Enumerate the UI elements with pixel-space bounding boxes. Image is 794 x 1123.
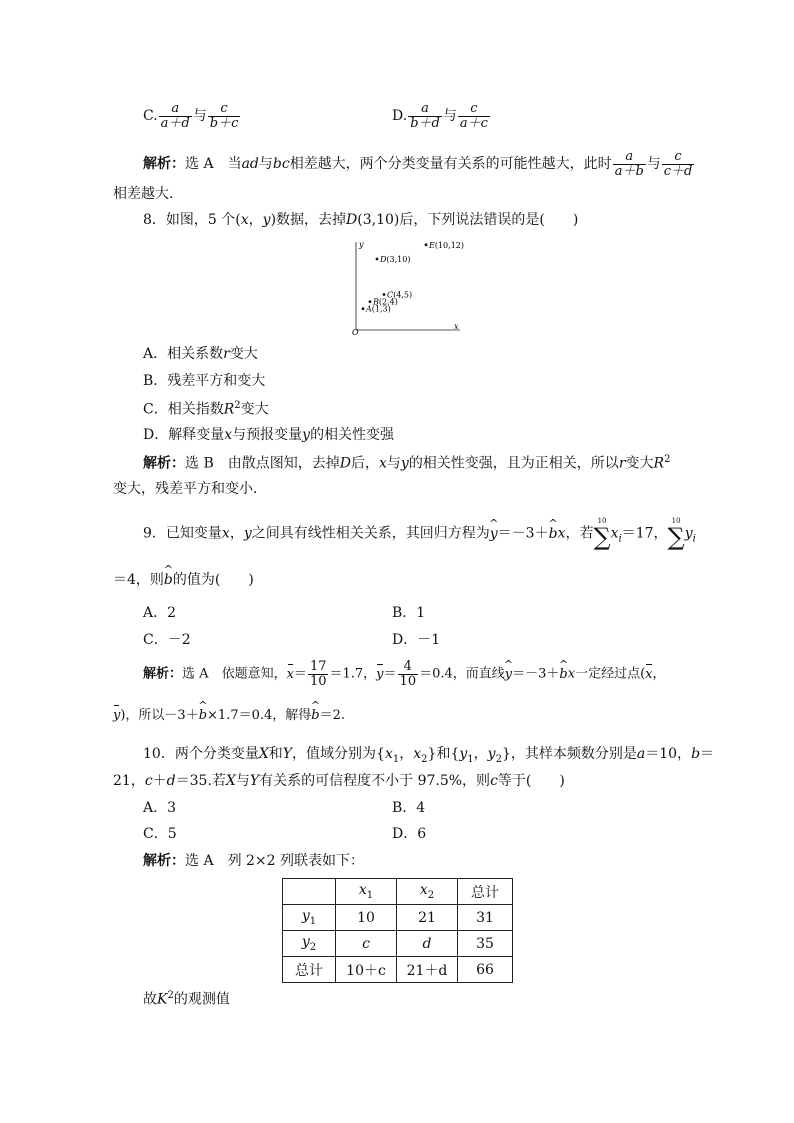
fraction <box>408 102 442 130</box>
text: 有关系的可信程度不小于 97.5%，则 <box>259 773 491 789</box>
q10-option-b: B．4 <box>392 800 426 816</box>
text: ， <box>248 212 263 228</box>
text: 21， <box>113 773 145 789</box>
q10-after-table <box>143 990 230 1008</box>
variable-hat: ^ y <box>490 526 498 543</box>
variable: x <box>384 746 393 762</box>
text: ＝－3＋ <box>512 666 560 682</box>
contingency-table <box>282 878 513 983</box>
variable: b <box>691 746 701 762</box>
text: 由散点图知，去掉 <box>227 455 340 472</box>
subscript: 2 <box>495 753 502 765</box>
solution-pick: 选 A <box>185 156 214 173</box>
denominator: c＋d <box>663 163 693 179</box>
table-cell: 35 <box>458 931 513 957</box>
variable-bar: x <box>645 666 653 682</box>
variable: x <box>557 525 566 542</box>
text: 的相关性变强，且为正相关，所以 <box>408 455 619 472</box>
option-label: C. <box>143 108 158 125</box>
text: 与 <box>258 156 273 173</box>
connector: 与 <box>646 156 661 173</box>
variable: y <box>400 455 409 472</box>
variable-hat: ^ b <box>559 667 567 683</box>
table-cell <box>397 879 458 905</box>
scatter-point-E <box>425 243 428 246</box>
q10-solution-line1 <box>143 853 364 870</box>
text: ＝ <box>293 666 307 682</box>
numerator: c <box>470 101 478 116</box>
variable: x <box>567 666 576 682</box>
variable: c <box>144 773 153 789</box>
variable: d <box>166 773 176 789</box>
subscript: 1 <box>309 915 317 927</box>
text: ，值域分别为{ <box>292 746 385 762</box>
scatter-point-label-E: E(10,12) <box>429 240 464 250</box>
scatter-point-A <box>362 307 365 310</box>
denominator: b＋c <box>209 115 239 131</box>
q9-stem-line1 <box>143 518 696 549</box>
superscript: 2 <box>664 454 671 465</box>
variable-hat: ^ b <box>164 572 173 589</box>
variable: y <box>684 525 693 542</box>
variable: Y <box>282 746 293 762</box>
fraction <box>613 150 646 178</box>
text: 之间具有线性相关关系，其回归方程为 <box>251 525 490 542</box>
variable: x <box>240 212 249 228</box>
table-cell <box>283 905 336 931</box>
sigma-icon: ∑ <box>667 523 685 551</box>
text: ＝ <box>700 746 715 762</box>
text: 和 <box>268 746 283 762</box>
text: 的观测值 <box>173 991 230 1008</box>
variable-bar: y <box>376 666 384 682</box>
variable: r <box>223 346 230 362</box>
denominator: a＋b <box>614 163 644 179</box>
solution-pick: 选 B <box>185 455 214 472</box>
denominator: a＋d <box>160 115 190 131</box>
fraction <box>662 150 695 178</box>
text: C．相关指数 <box>143 401 224 418</box>
solution-pick: 选 A <box>182 666 209 682</box>
q8-solution-line1 <box>143 454 670 472</box>
text: ， <box>229 525 244 542</box>
q7-option-c <box>143 102 241 130</box>
text: }和{ <box>427 746 460 762</box>
solution-label: 解析： <box>143 455 185 472</box>
text: 变大 <box>240 401 269 418</box>
text: 等于( ) <box>497 773 565 789</box>
variable: y <box>459 746 468 762</box>
q9-option-c: C．－2 <box>143 632 191 648</box>
summation-upper: 10 <box>597 517 607 525</box>
numerator: 17 <box>309 659 327 674</box>
text: 变大 <box>625 455 654 472</box>
q8-option-b: B．残差平方和变大 <box>143 373 266 389</box>
variable-hat: ^ y <box>505 667 512 683</box>
text: 当 <box>227 156 242 173</box>
numerator: a <box>421 101 429 116</box>
q9-option-b: B．1 <box>392 605 426 621</box>
variable: c <box>490 773 498 789</box>
variable-hat: ^ b <box>311 708 319 724</box>
fraction <box>208 102 241 130</box>
q8-option-d <box>143 427 394 444</box>
text: 一定经过点( <box>575 666 646 682</box>
subscript: i <box>692 533 696 545</box>
variable: y <box>243 525 252 542</box>
text: 8．如图，5 个( <box>143 212 241 228</box>
variable: y <box>487 746 496 762</box>
scatter-plot <box>340 236 465 336</box>
origin-label: O <box>352 328 359 336</box>
text: ＝35.若 <box>175 773 226 789</box>
table-cell: 31 <box>458 905 513 931</box>
scatter-point-label-C: C(4,5) <box>387 290 413 300</box>
subscript: 2 <box>309 941 317 953</box>
numerator: c <box>674 149 682 164</box>
q9-solution-line1 <box>143 660 666 688</box>
text: 与 <box>386 455 401 472</box>
solution-pick: 选 A <box>185 853 214 869</box>
subscript: 1 <box>366 889 374 901</box>
table-cell: 21＋d <box>397 957 458 983</box>
variable: bc <box>272 156 290 173</box>
q7-option-d <box>392 102 491 130</box>
denominator: 10 <box>399 673 417 689</box>
text: )数据，去掉 <box>270 212 347 228</box>
fraction <box>458 102 490 130</box>
numerator: a <box>625 149 634 164</box>
variable: x <box>358 882 367 899</box>
text: )，所以－3＋ <box>120 708 199 723</box>
text: 故 <box>143 991 157 1008</box>
q8-solution-line2: 变大，残差平方和变小． <box>113 481 267 497</box>
variable: x <box>378 455 387 472</box>
variable-bar: y <box>113 708 121 723</box>
numerator: a <box>171 101 180 116</box>
q7-solution-line1 <box>143 150 695 178</box>
variable-hat: ^ b <box>549 526 558 543</box>
q9-option-d: D．－1 <box>392 632 441 648</box>
variable: R <box>653 455 665 472</box>
solution-label: 解析： <box>143 666 183 682</box>
table-cell: c <box>336 931 397 957</box>
scatter-point-D <box>376 258 379 261</box>
text: 后， <box>350 455 379 472</box>
variable: y <box>262 212 271 228</box>
text: }，其样本频数分别是 <box>501 746 637 762</box>
x-axis-label: x <box>454 322 459 331</box>
q7-solution-line2: 相差越大． <box>113 186 183 202</box>
table-cell: 21 <box>397 905 458 931</box>
table-cell <box>283 879 336 905</box>
variable: R <box>223 401 235 418</box>
variable: X <box>225 773 236 789</box>
table-cell: 66 <box>458 957 513 983</box>
superscript: 2 <box>167 990 174 1001</box>
denominator: 10 <box>309 673 327 689</box>
connector: 与 <box>442 108 457 125</box>
text: 列 2×2 列联表如下： <box>227 853 365 869</box>
fraction <box>159 102 192 130</box>
subscript: 1 <box>392 753 400 765</box>
table-cell: d <box>397 931 458 957</box>
variable: x <box>224 427 233 443</box>
q8-option-c <box>143 400 269 418</box>
text: 的相关性变强 <box>310 427 395 443</box>
table-cell <box>283 931 336 957</box>
variable: x <box>413 746 422 762</box>
table-row <box>283 957 513 983</box>
solution-label: 解析： <box>143 156 185 173</box>
text: 与 <box>235 773 250 789</box>
text: ×1.7＝0.4，解得 <box>207 708 312 723</box>
q10-option-d: D．6 <box>392 826 427 842</box>
scatter-point-label-A: A(1,3) <box>366 304 391 314</box>
table-cell: 10 <box>336 905 397 931</box>
text: ＝0.4，而直线 <box>419 666 505 682</box>
summation <box>668 518 685 549</box>
variable: D <box>346 212 358 228</box>
connector: 与 <box>192 108 207 125</box>
text: ＝17， <box>621 525 668 542</box>
q10-option-c: C．5 <box>143 826 177 842</box>
text: D．解释变量 <box>143 427 225 443</box>
q10-stem-line2 <box>113 773 565 790</box>
numerator: 4 <box>403 659 412 674</box>
scatter-point-B <box>369 300 372 303</box>
subscript: i <box>618 533 622 545</box>
scatter-points <box>362 241 464 314</box>
text: ＝1.7， <box>329 666 377 682</box>
q8-option-a <box>143 346 258 363</box>
table-row <box>283 931 513 957</box>
text: ， <box>399 746 414 762</box>
text: ， <box>473 746 488 762</box>
scatter-point-label-B: B(2,4) <box>373 297 398 307</box>
q8-stem <box>143 212 578 229</box>
q9-stem-line2 <box>113 572 254 589</box>
text: 依题意知， <box>221 666 287 682</box>
y-axis-label: y <box>359 240 364 249</box>
variable: K <box>157 991 168 1008</box>
subscript: 2 <box>427 889 435 901</box>
table-cell: 总计 <box>283 957 336 983</box>
text: ＝－3＋ <box>497 525 549 542</box>
variable: X <box>258 746 269 762</box>
text: ＝ <box>383 666 397 682</box>
table-cell: 总计 <box>458 879 513 905</box>
text: ＋ <box>152 773 167 789</box>
variable: x <box>419 882 428 899</box>
variable: Y <box>249 773 260 789</box>
summation <box>593 518 610 549</box>
text: 变大 <box>229 346 258 362</box>
text: 的值为( ) <box>172 572 254 588</box>
fraction <box>398 660 419 688</box>
scatter-point-C <box>383 293 386 296</box>
variable: ad <box>241 156 259 173</box>
variable: a <box>636 746 646 762</box>
text: ＝2. <box>319 708 346 723</box>
variable: x <box>221 525 230 542</box>
q9-solution-line2 <box>113 708 345 724</box>
text: ，若 <box>565 525 594 542</box>
q10-stem-line1 <box>143 746 714 766</box>
q9-option-a: A．2 <box>143 605 177 621</box>
q10-option-a: A．3 <box>143 800 177 816</box>
denominator: b＋d <box>410 115 440 131</box>
table-row <box>283 905 513 931</box>
subscript: 1 <box>467 753 474 765</box>
text: 9．已知变量 <box>143 525 222 542</box>
variable: D <box>339 455 351 472</box>
text: (3,10)后，下列说法错误的是( ) <box>357 212 579 228</box>
solution-label: 解析： <box>143 853 185 869</box>
text: ， <box>652 666 666 682</box>
text: 10．两个分类变量 <box>143 746 259 762</box>
fraction <box>308 660 329 688</box>
numerator: c <box>220 101 228 116</box>
variable: x <box>610 525 619 542</box>
text: 与预报变量 <box>232 427 303 443</box>
text: 相差越大，两个分类变量有关系的可能性越大，此时 <box>289 156 612 173</box>
variable: y <box>302 427 311 443</box>
option-label: D. <box>392 108 408 125</box>
variable-bar: x <box>286 666 294 682</box>
text: ＝4，则 <box>113 572 164 588</box>
sigma-icon: ∑ <box>593 523 611 551</box>
table-row <box>283 879 513 905</box>
variable-hat: ^ b <box>199 708 207 724</box>
summation-upper: 10 <box>671 517 681 525</box>
variable: y <box>301 908 310 925</box>
variable: r <box>618 455 626 472</box>
table-cell: 10＋c <box>336 957 397 983</box>
text: A．相关系数 <box>143 346 224 362</box>
denominator: a＋c <box>459 115 488 131</box>
table-cell <box>336 879 397 905</box>
variable: y <box>301 934 310 951</box>
scatter-point-label-D: D(3,10) <box>380 255 411 264</box>
text: ＝10， <box>645 746 692 762</box>
superscript: 2 <box>234 400 241 411</box>
subscript: 2 <box>421 753 428 765</box>
